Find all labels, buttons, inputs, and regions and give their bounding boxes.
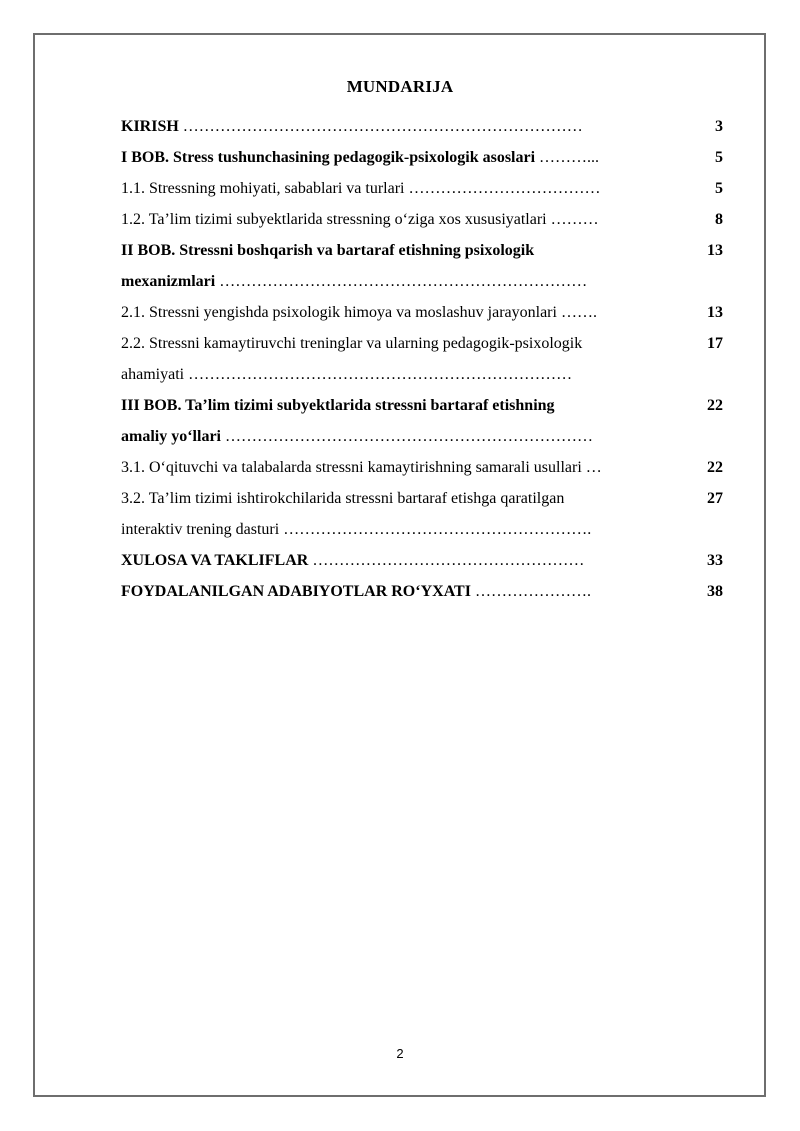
toc-entry-label-line1: III BOB. Ta’lim tizimi subyektlarida stressni bartaraf etishning: [121, 397, 555, 414]
toc-entry-label-line2: mexanizmlari: [121, 273, 216, 290]
toc-page-number: 22: [707, 397, 723, 414]
toc-page-number: 38: [707, 583, 723, 600]
toc-page-number: 13: [707, 242, 723, 259]
toc-page-number: 22: [707, 459, 723, 476]
toc-page-number: 3: [715, 118, 723, 135]
toc-entry-chapter-1[interactable]: [121, 142, 723, 173]
toc-title: MUNDARIJA: [346, 77, 454, 96]
toc-page-number: 17: [707, 335, 723, 352]
toc-entry-label: 1.1. Stressning mohiyati, sabablari va turlari: [121, 180, 405, 197]
toc-leader-dots: ……………………………………………………………: [215, 273, 588, 290]
toc-entry-label: I BOB. Stress tushunchasining pedagogik-psixologik asoslari: [121, 149, 536, 166]
toc-entry-section-1-1[interactable]: [121, 173, 723, 204]
toc-entry-chapter-2[interactable]: [121, 235, 723, 297]
toc-entry-section-3-2[interactable]: [121, 483, 723, 545]
toc-entry-label-line2: amaliy yo‘llari: [121, 428, 221, 445]
toc-leader-dots: ………………………………………………….: [279, 521, 592, 538]
page-number: 2: [396, 1046, 404, 1061]
toc-page-number: 5: [715, 180, 723, 197]
toc-leader-dots: …: [581, 459, 602, 476]
toc-page-number: 27: [707, 490, 723, 507]
toc-entry-chapter-3[interactable]: [121, 390, 723, 452]
toc-leader-dots: ………...: [535, 149, 600, 166]
toc-entry-bibliography[interactable]: [121, 576, 723, 607]
toc-page-number: 33: [707, 552, 723, 569]
toc-entry-section-3-1[interactable]: [121, 452, 723, 483]
toc-entry-label: 2.1. Stressni yengishda psixologik himoya va moslashuv jarayonlari: [121, 304, 557, 321]
toc-leader-dots: ……………………………………………: [308, 552, 585, 569]
toc-entry-label: FOYDALANILGAN ADABIYOTLAR RO‘YXATI: [121, 583, 471, 600]
toc-entry-section-1-2[interactable]: [121, 204, 723, 235]
toc-entry-section-2-1[interactable]: [121, 297, 723, 328]
toc-entry-label-line2: interaktiv trening dasturi: [121, 521, 280, 538]
table-of-contents: [121, 111, 723, 607]
toc-entry-label: KIRISH: [121, 118, 179, 135]
toc-leader-dots: ………………….: [470, 583, 591, 600]
toc-entry-label: 3.1. O‘qituvchi va talabalarda stressni kamaytirishning samarali usullari: [121, 459, 582, 476]
toc-leader-dots: …….: [556, 304, 597, 321]
toc-leader-dots: ……………………………………………………………: [220, 428, 593, 445]
toc-leader-dots: …………………………………………………………………: [178, 118, 583, 135]
toc-entry-kirish[interactable]: [121, 111, 723, 142]
toc-entry-label: XULOSA VA TAKLIFLAR: [121, 552, 309, 569]
toc-entry-label-line1: 2.2. Stressni kamaytiruvchi treninglar va ularning pedagogik-psixologik: [121, 335, 583, 352]
toc-entry-label-line1: 3.2. Ta’lim tizimi ishtirokchilarida stressni bartaraf etishga qaratilgan: [121, 490, 565, 507]
toc-entry-label: 1.2. Ta’lim tizimi subyektlarida stressning o‘ziga xos xususiyatlari: [121, 211, 547, 228]
toc-entry-section-2-2[interactable]: [121, 328, 723, 390]
toc-page-number: 8: [715, 211, 723, 228]
toc-entry-conclusion[interactable]: [121, 545, 723, 576]
toc-entry-label-line1: II BOB. Stressni boshqarish va bartaraf etishning psixologik: [121, 242, 535, 259]
toc-page-number: 13: [707, 304, 723, 321]
toc-entry-label-line2: ahamiyati: [121, 366, 185, 383]
toc-page-number: 5: [715, 149, 723, 166]
toc-leader-dots: ………………………………………………………………: [184, 366, 573, 383]
toc-leader-dots: ………………………………: [404, 180, 601, 197]
toc-leader-dots: ………: [546, 211, 599, 228]
